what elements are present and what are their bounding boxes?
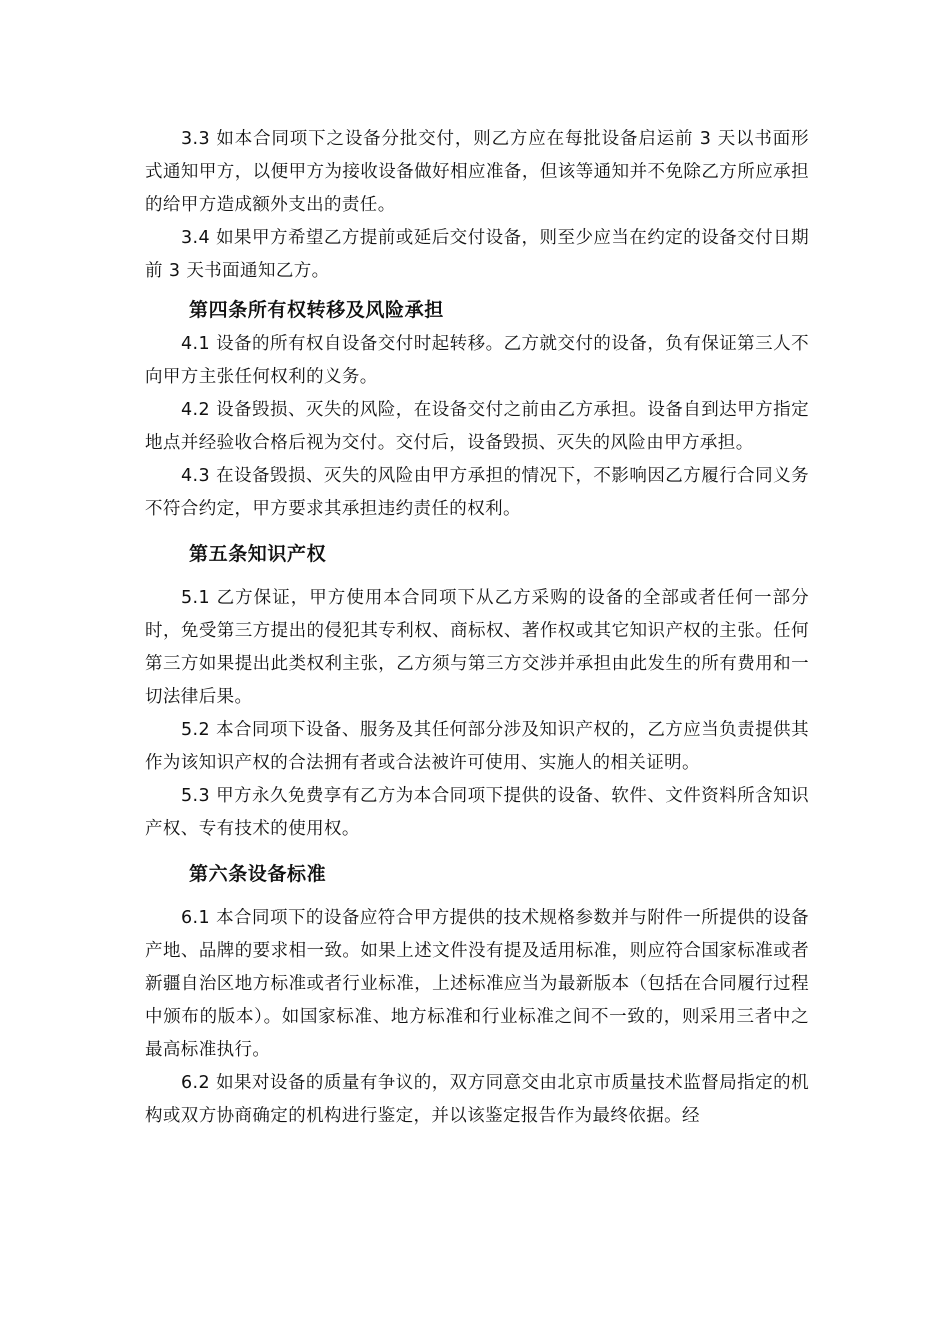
- clause-6-1: 6.1 本合同项下的设备应符合甲方提供的技术规格参数并与附件一所提供的设备产地、品牌的要求相一致。如果上述文件没有提及适用标准，则应符合国家标准或者新疆自治区地方标准或者行业标准，上述标准应当为最新版本（包括在合同履行过程中颁布的版本）。如国家标准、地方标准和行业标准之间不一致的，则采用三者中之最高标准执行。: [145, 908, 809, 1060]
- clause-5-2: 5.2 本合同项下设备、服务及其任何部分涉及知识产权的，乙方应当负责提供其作为该知识产权的合法拥有者或合法被许可使用、实施人的相关证明。: [145, 720, 809, 773]
- clause-4-2: 4.2 设备毁损、灭失的风险，在设备交付之前由乙方承担。设备自到达甲方指定地点并经验收合格后视为交付。交付后，设备毁损、灭失的风险由甲方承担。: [145, 400, 809, 453]
- article-6-heading: 第六条设备标准: [189, 863, 327, 885]
- clause-4-3: 4.3 在设备毁损、灭失的风险由甲方承担的情况下，不影响因乙方履行合同义务不符合约定，甲方要求其承担违约责任的权利。: [145, 466, 809, 519]
- clause-6-2: 6.2 如果对设备的质量有争议的，双方同意交由北京市质量技术监督局指定的机构或双方协商确定的机构进行鉴定，并以该鉴定报告作为最终依据。经: [145, 1073, 809, 1126]
- clause-5-1: 5.1 乙方保证，甲方使用本合同项下从乙方采购的设备的全部或者任何一部分时，免受第三方提出的侵犯其专利权、商标权、著作权或其它知识产权的主张。任何第三方如果提出此类权利主张，乙方须与第三方交涉并承担由此发生的所有费用和一切法律后果。: [145, 588, 809, 707]
- clause-5-3: 5.3 甲方永久免费享有乙方为本合同项下提供的设备、软件、文件资料所含知识产权、专有技术的使用权。: [145, 786, 809, 839]
- clause-3-4: 3.4 如果甲方希望乙方提前或延后交付设备，则至少应当在约定的设备交付日期前 3 天书面通知乙方。: [145, 228, 809, 281]
- article-5-heading: 第五条知识产权: [189, 543, 327, 565]
- clause-3-3: 3.3 如本合同项下之设备分批交付，则乙方应在每批设备启运前 3 天以书面形式通知甲方，以便甲方为接收设备做好相应准备，但该等通知并不免除乙方所应承担的给甲方造成额外支出的责任。: [145, 129, 809, 215]
- article-4-heading: 第四条所有权转移及风险承担: [189, 299, 444, 321]
- clause-4-1: 4.1 设备的所有权自设备交付时起转移。乙方就交付的设备，负有保证第三人不向甲方主张任何权利的义务。: [145, 334, 809, 387]
- document-body: [145, 123, 809, 1133]
